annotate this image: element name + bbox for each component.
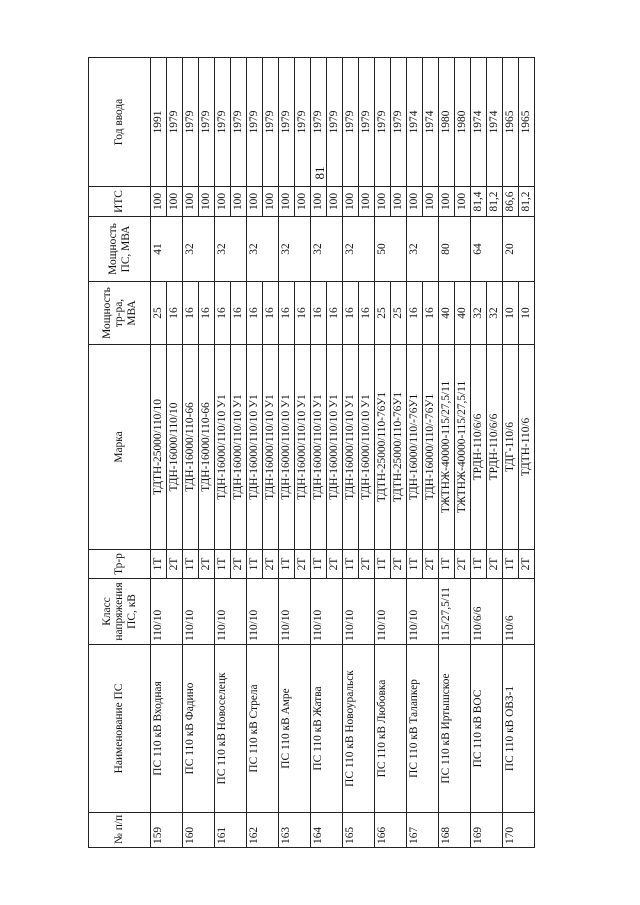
transformer-mark: ТДН-16000/110/10 xyxy=(167,345,183,550)
year-of-commissioning: 1974 xyxy=(423,58,439,187)
transformer-id: 2Т xyxy=(487,550,503,579)
voltage-class: 110/10 xyxy=(215,579,247,645)
voltage-class: 110/10 xyxy=(407,579,439,645)
transformer-id: 2Т xyxy=(423,550,439,579)
transformer-mark: ТДН-16000/110/10 У1 xyxy=(279,345,295,550)
table-row xyxy=(375,58,391,848)
table-row xyxy=(439,58,455,848)
transformer-mark: ТДН-16000/110/10 У1 xyxy=(343,345,359,550)
row-number: 160 xyxy=(183,813,215,848)
its-value: 100 xyxy=(359,187,375,217)
substation-table xyxy=(88,57,535,848)
transformer-id: 2Т xyxy=(391,550,407,579)
col-header-transformer-power: Мощность тр-ра, МВА xyxy=(89,282,151,345)
col-header-num: № п/п xyxy=(89,813,151,848)
row-number: 161 xyxy=(215,813,247,848)
transformer-mark: ТЖТНЖ-40000-115/27,5/11 xyxy=(455,345,471,550)
substation-name: ПС 110 кВ Новоуральск xyxy=(343,645,375,813)
table-row xyxy=(151,58,167,848)
transformer-mark: ТДТН-25000/110/10 xyxy=(151,345,167,550)
table-row xyxy=(503,58,519,848)
its-value: 81,2 xyxy=(519,187,535,217)
voltage-class: 110/10 xyxy=(279,579,311,645)
year-of-commissioning: 1979 xyxy=(215,58,231,187)
year-of-commissioning: 1980 xyxy=(439,58,455,187)
its-value: 100 xyxy=(279,187,295,217)
its-value: 100 xyxy=(407,187,423,217)
substation-power: 32 xyxy=(247,217,279,282)
transformer-mark: ТДН-16000/110/10 У1 xyxy=(327,345,343,550)
table-row xyxy=(311,58,327,848)
transformer-mark: ТДН-16000/110/-76У1 xyxy=(407,345,423,550)
substation-power: 32 xyxy=(407,217,439,282)
substation-name: ПС 110 кВ Жатва xyxy=(311,645,343,813)
year-of-commissioning: 1979 xyxy=(231,58,247,187)
transformer-id: 2Т xyxy=(295,550,311,579)
transformer-id: 1Т xyxy=(311,550,327,579)
row-number: 167 xyxy=(407,813,439,848)
substation-power: 80 xyxy=(439,217,471,282)
transformer-id: 2Т xyxy=(231,550,247,579)
year-of-commissioning: 1979 xyxy=(167,58,183,187)
its-value: 100 xyxy=(263,187,279,217)
transformer-id: 2Т xyxy=(327,550,343,579)
transformer-id: 1Т xyxy=(503,550,519,579)
transformer-mark: ТДГ-110/6 xyxy=(503,345,519,550)
its-value: 100 xyxy=(455,187,471,217)
transformer-power: 16 xyxy=(247,282,263,345)
year-of-commissioning: 1979 xyxy=(375,58,391,187)
year-of-commissioning: 1979 xyxy=(359,58,375,187)
its-value: 81,4 xyxy=(471,187,487,217)
substation-power: 32 xyxy=(183,217,215,282)
transformer-power: 10 xyxy=(503,282,519,345)
year-of-commissioning: 1974 xyxy=(407,58,423,187)
its-value: 100 xyxy=(231,187,247,217)
table-row xyxy=(215,58,231,848)
its-value: 100 xyxy=(167,187,183,217)
transformer-power: 25 xyxy=(151,282,167,345)
transformer-mark: ТЖТНЖ-40000-115/27,5/11 xyxy=(439,345,455,550)
substation-power: 32 xyxy=(343,217,375,282)
substation-power: 32 xyxy=(215,217,247,282)
transformer-id: 2Т xyxy=(519,550,535,579)
transformer-mark: ТРДН-110/6/6 xyxy=(471,345,487,550)
row-number: 170 xyxy=(503,813,535,848)
col-header-mark: Марка xyxy=(89,345,151,550)
col-header-voltage: Класс напряжения ПС, кВ xyxy=(89,579,151,645)
year-of-commissioning: 1979 xyxy=(295,58,311,187)
voltage-class: 110/10 xyxy=(183,579,215,645)
transformer-id: 2Т xyxy=(455,550,471,579)
transformer-power: 16 xyxy=(183,282,199,345)
its-value: 100 xyxy=(183,187,199,217)
row-number: 163 xyxy=(279,813,311,848)
row-number: 169 xyxy=(471,813,503,848)
substation-name: ПС 110 кВ Входная xyxy=(151,645,183,813)
table-row xyxy=(247,58,263,848)
substation-power: 41 xyxy=(151,217,183,282)
table-body xyxy=(151,58,535,848)
row-number: 166 xyxy=(375,813,407,848)
col-header-year: Год ввода xyxy=(89,58,151,187)
its-value: 100 xyxy=(151,187,167,217)
transformer-power: 16 xyxy=(423,282,439,345)
col-header-transformer: Тр-р xyxy=(89,550,151,579)
voltage-class: 110/10 xyxy=(343,579,375,645)
voltage-class: 110/10 xyxy=(375,579,407,645)
transformer-power: 25 xyxy=(375,282,391,345)
substation-name: ПС 110 кВ Любовка xyxy=(375,645,407,813)
transformer-mark: ТДН-16000/110/10 У1 xyxy=(231,345,247,550)
substation-name: ПС 110 кВ Талапкер xyxy=(407,645,439,813)
table-row xyxy=(343,58,359,848)
transformer-power: 16 xyxy=(199,282,215,345)
year-of-commissioning: 1979 xyxy=(247,58,263,187)
transformer-mark: ТДН-16000/110/10 У1 xyxy=(311,345,327,550)
transformer-id: 2Т xyxy=(359,550,375,579)
substation-name: ПС 110 кВ Иртышское xyxy=(439,645,471,813)
year-of-commissioning: 1965 xyxy=(519,58,535,187)
col-header-substation-power: Мощность ПС, МВА xyxy=(89,217,151,282)
table-row xyxy=(471,58,487,848)
its-value: 100 xyxy=(199,187,215,217)
year-of-commissioning: 1979 xyxy=(199,58,215,187)
transformer-power: 16 xyxy=(407,282,423,345)
transformer-power: 25 xyxy=(391,282,407,345)
its-value: 100 xyxy=(295,187,311,217)
row-number: 162 xyxy=(247,813,279,848)
transformer-power: 16 xyxy=(167,282,183,345)
transformer-power: 32 xyxy=(471,282,487,345)
col-header-its: ИТС xyxy=(89,187,151,217)
its-value: 100 xyxy=(247,187,263,217)
transformer-id: 1Т xyxy=(247,550,263,579)
substation-power: 32 xyxy=(279,217,311,282)
transformer-power: 10 xyxy=(519,282,535,345)
rotated-table-container xyxy=(88,58,556,848)
transformer-id: 2Т xyxy=(199,550,215,579)
transformer-id: 1Т xyxy=(407,550,423,579)
row-number: 164 xyxy=(311,813,343,848)
col-header-name: Наименование ПС xyxy=(89,645,151,813)
voltage-class: 115/27,5/11 xyxy=(439,579,471,645)
year-of-commissioning: 1991 xyxy=(151,58,167,187)
voltage-class: 110/6 xyxy=(503,579,535,645)
its-value: 81,2 xyxy=(487,187,503,217)
header-row xyxy=(89,58,151,848)
transformer-power: 40 xyxy=(455,282,471,345)
transformer-power: 16 xyxy=(359,282,375,345)
year-of-commissioning: 1965 xyxy=(503,58,519,187)
substation-name: ПС 110 кВ Амре xyxy=(279,645,311,813)
voltage-class: 110/10 xyxy=(151,579,183,645)
year-of-commissioning: 1979 xyxy=(183,58,199,187)
its-value: 100 xyxy=(343,187,359,217)
transformer-power: 16 xyxy=(343,282,359,345)
transformer-id: 1Т xyxy=(439,550,455,579)
substation-name: ПС 110 кВ Фадино xyxy=(183,645,215,813)
transformer-power: 16 xyxy=(215,282,231,345)
transformer-power: 16 xyxy=(311,282,327,345)
substation-power: 64 xyxy=(471,217,503,282)
year-of-commissioning: 1979 xyxy=(391,58,407,187)
voltage-class: 110/6/6 xyxy=(471,579,503,645)
transformer-id: 1Т xyxy=(471,550,487,579)
transformer-power: 16 xyxy=(327,282,343,345)
its-value: 86,6 xyxy=(503,187,519,217)
transformer-id: 1Т xyxy=(343,550,359,579)
transformer-mark: ТДТН-25000/110-76У1 xyxy=(375,345,391,550)
transformer-power: 16 xyxy=(279,282,295,345)
transformer-mark: ТДН-16000/110/10 У1 xyxy=(263,345,279,550)
transformer-power: 32 xyxy=(487,282,503,345)
row-number: 159 xyxy=(151,813,183,848)
transformer-mark: ТДН-16000/110/10 У1 xyxy=(215,345,231,550)
substation-name: ПС 110 кВ Новоселецк xyxy=(215,645,247,813)
row-number: 165 xyxy=(343,813,375,848)
its-value: 100 xyxy=(375,187,391,217)
transformer-id: 1Т xyxy=(279,550,295,579)
year-of-commissioning: 1979 xyxy=(343,58,359,187)
year-of-commissioning: 1974 xyxy=(487,58,503,187)
substation-name: ПС 110 кВ Стрела xyxy=(247,645,279,813)
table-row xyxy=(407,58,423,848)
year-of-commissioning: 1979 xyxy=(279,58,295,187)
substation-name: ПС 110 кВ ВОС xyxy=(471,645,503,813)
row-number: 168 xyxy=(439,813,471,848)
transformer-id: 1Т xyxy=(151,550,167,579)
its-value: 100 xyxy=(391,187,407,217)
year-of-commissioning: 1974 xyxy=(471,58,487,187)
voltage-class: 110/10 xyxy=(247,579,279,645)
substation-power: 32 xyxy=(311,217,343,282)
transformer-mark: ТДТН-110/6 xyxy=(519,345,535,550)
transformer-mark: ТДН-16000/110-66 xyxy=(183,345,199,550)
its-value: 100 xyxy=(215,187,231,217)
its-value: 100 xyxy=(439,187,455,217)
transformer-id: 2Т xyxy=(167,550,183,579)
transformer-id: 1Т xyxy=(183,550,199,579)
transformer-id: 2Т xyxy=(263,550,279,579)
transformer-power: 16 xyxy=(231,282,247,345)
year-of-commissioning: 1980 xyxy=(455,58,471,187)
substation-name: ПС 110 кВ ОВЗ-1 xyxy=(503,645,535,813)
year-of-commissioning: 1979 xyxy=(311,58,327,187)
transformer-power: 16 xyxy=(263,282,279,345)
transformer-mark: ТРДН-110/6/6 xyxy=(487,345,503,550)
its-value: 100 xyxy=(327,187,343,217)
table-row xyxy=(183,58,199,848)
transformer-mark: ТДН-16000/110/10 У1 xyxy=(295,345,311,550)
transformer-mark: ТДН-16000/110-66 xyxy=(199,345,215,550)
transformer-power: 40 xyxy=(439,282,455,345)
voltage-class: 110/10 xyxy=(311,579,343,645)
its-value: 100 xyxy=(311,187,327,217)
year-of-commissioning: 1979 xyxy=(263,58,279,187)
transformer-mark: ТДТН-25000/110-76У1 xyxy=(391,345,407,550)
transformer-power: 16 xyxy=(295,282,311,345)
page-number: 81 xyxy=(312,166,327,180)
transformer-mark: ТДН-16000/110/10 У1 xyxy=(247,345,263,550)
substation-power: 50 xyxy=(375,217,407,282)
table-row xyxy=(279,58,295,848)
substation-power: 20 xyxy=(503,217,535,282)
transformer-id: 1Т xyxy=(375,550,391,579)
transformer-id: 1Т xyxy=(215,550,231,579)
its-value: 100 xyxy=(423,187,439,217)
transformer-mark: ТДН-16000/110/10 У1 xyxy=(359,345,375,550)
transformer-mark: ТДН-16000/110/-76У1 xyxy=(423,345,439,550)
year-of-commissioning: 1979 xyxy=(327,58,343,187)
